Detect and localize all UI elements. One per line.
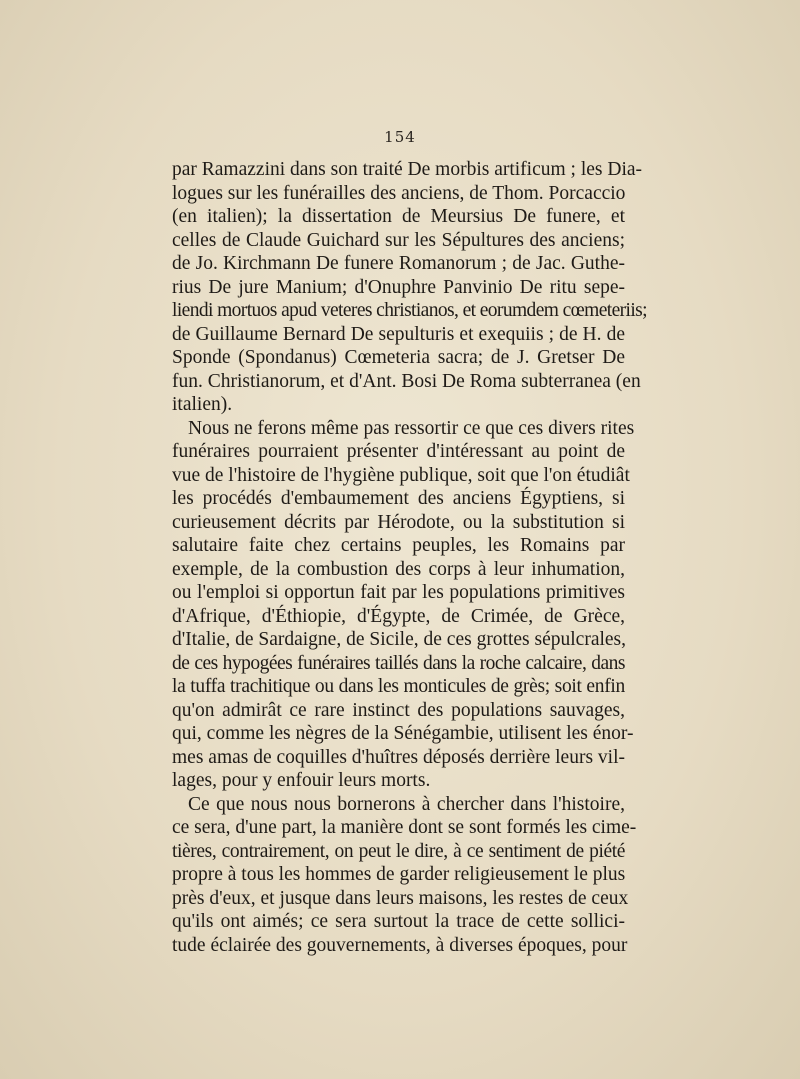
text-line: vue de l'histoire de l'hygiène publique, soit que l'on étudiât	[172, 464, 630, 486]
text-line: (en italien); la dissertation de Meursius De funere, et	[172, 206, 625, 227]
paragraph-3	[172, 793, 637, 958]
text-line: propre à tous les hommes de garder religieusement le plus	[172, 864, 626, 885]
paragraph-1	[172, 158, 647, 417]
text-line: mes amas de coquilles d'huîtres déposés derrière leurs vil-	[172, 746, 625, 768]
text-line: d'Afrique, d'Éthiopie, d'Égypte, de Crimée, de Grèce,	[172, 605, 625, 627]
text-line: tières, contrairement, on peut le dire, à ce sentiment de piété	[172, 840, 625, 862]
text-line: ou l'emploi si opportun fait par les populations primitives	[172, 582, 625, 603]
text-line: rius De jure Manium; d'Onuphre Panvinio De ritu sepe-	[172, 276, 625, 298]
text-line: de Jo. Kirchmann De funere Romanorum ; de Jac. Guthe-	[172, 253, 625, 274]
text-line: lages, pour y enfouir leurs morts.	[172, 770, 431, 791]
text-line: curieusement décrits par Hérodote, ou la substitution si	[172, 511, 625, 533]
text-line: près d'eux, et jusque dans leurs maisons, les restes de ceux	[172, 887, 629, 909]
text-line: de Guillaume Bernard De sepulturis et exequiis ; de H. de	[172, 323, 625, 345]
text-line: funéraires pourraient présenter d'intéressant au point de	[172, 441, 625, 462]
paragraph-2	[172, 417, 635, 793]
text-line: de ces hypogées funéraires taillés dans la roche calcaire, dans	[172, 652, 625, 674]
text-line: qu'ils ont aimés; ce sera surtout la trace de cette sollici-	[172, 911, 625, 932]
text-line: Sponde (Spondanus) Cœmeteria sacra; de J. Gretser De	[172, 347, 625, 368]
text-line: logues sur les funérailles des anciens, de Thom. Porcaccio	[172, 182, 626, 204]
text-line: Ce que nous nous bornerons à chercher dans l'histoire,	[188, 793, 625, 815]
text-line: la tuffa trachitique ou dans les monticules de grès; soit enfin	[172, 676, 625, 697]
text-line: tude éclairée des gouvernements, à diverses époques, pour	[172, 934, 628, 956]
text-line: qui, comme les nègres de la Sénégambie, utilisent les énor-	[172, 723, 634, 744]
text-line: Nous ne ferons même pas ressortir ce que ces divers rites	[188, 417, 635, 439]
body-text	[172, 158, 647, 957]
text-line: d'Italie, de Sardaigne, de Sicile, de ces grottes sépulcrales,	[172, 629, 627, 650]
text-line: fun. Christianorum, et d'Ant. Bosi De Roma subterranea (en	[172, 370, 641, 392]
text-line: ce sera, d'une part, la manière dont se sont formés les cime-	[172, 817, 637, 838]
page-number: 154	[384, 128, 416, 146]
text-line: salutaire faite chez certains peuples, les Romains par	[172, 535, 625, 556]
text-line: qu'on admirât ce rare instinct des populations sauvages,	[172, 699, 625, 721]
text-line: celles de Claude Guichard sur les Sépultures des anciens;	[172, 229, 625, 251]
text-line: liendi mortuos apud veteres christianos, et eorumdem cœmeteriis;	[172, 300, 647, 321]
text-line: exemple, de la combustion des corps à leur inhumation,	[172, 558, 625, 580]
text-line: italien).	[172, 394, 233, 415]
text-line: par Ramazzini dans son traité De morbis artificum ; les Dia-	[172, 159, 643, 180]
text-line: les procédés d'embaumement des anciens Égyptiens, si	[172, 488, 625, 509]
